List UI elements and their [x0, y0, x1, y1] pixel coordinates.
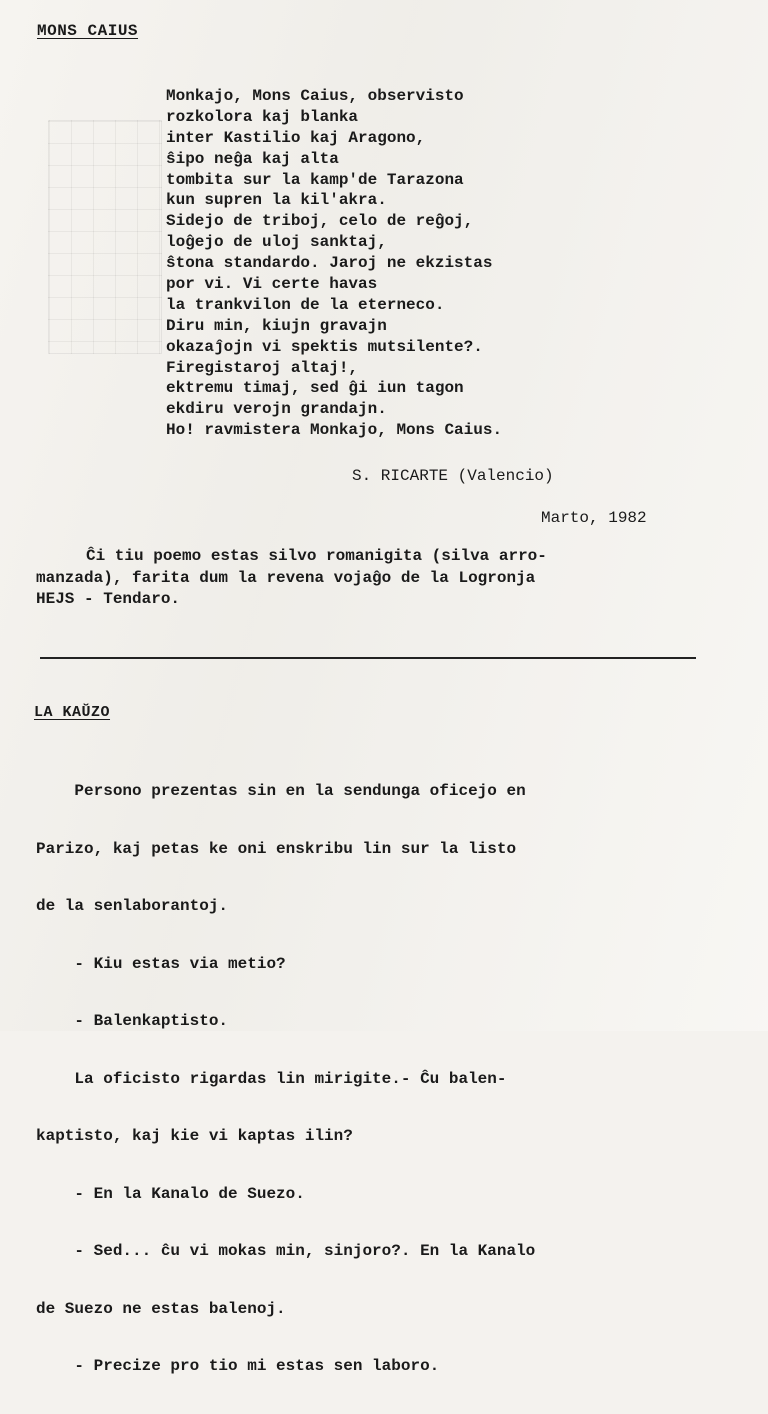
poem-line: inter Kastilio kaj Aragono,	[166, 128, 426, 147]
note-line: Ĉi tiu poemo estas silvo romanigita (silva arro-	[86, 547, 547, 565]
poem-line: tombita sur la kamp'de Tarazona	[166, 170, 464, 189]
joke-line: de Suezo ne estas balenoj.	[36, 1299, 286, 1318]
joke-line: - Precize pro tio mi estas sen laboro.	[36, 1357, 440, 1375]
poem-line: Ho! ravmistera Monkajo, Mons Caius.	[166, 421, 503, 440]
poem-line: rozkolora kaj blanka	[166, 107, 359, 126]
poem-line: Monkajo, Mons Caius, observisto	[166, 87, 464, 105]
poem-line: ŝtona standardo. Jaroj ne ekzistas	[166, 254, 493, 273]
section-title-la-kauzo: LA KAŬZO	[34, 704, 111, 721]
joke-line: kaptisto, kaj kie vi kaptas ilin?	[36, 1127, 353, 1145]
poem-line: kun supren la kil'akra.	[166, 191, 387, 210]
joke-line: - Sed... ĉu vi mokas min, sinjoro?. En la Kanalo	[36, 1242, 536, 1260]
joke-line: Persono prezentas sin en la sendunga oficejo en	[36, 782, 526, 800]
section-divider	[40, 657, 696, 659]
poem-line: la trankvilon de la eterneco.	[166, 295, 445, 314]
joke-text	[36, 745, 535, 1414]
joke-line: Parizo, kaj petas ke oni enskribu lin sur la listo	[36, 839, 517, 858]
show-through-grid	[48, 120, 162, 354]
poem-note	[36, 546, 547, 611]
poem-line: okazaĵojn vi spektis mutsilente?.	[166, 337, 483, 356]
joke-line: de la senlaborantoj.	[36, 897, 229, 915]
poem	[166, 86, 502, 441]
poem-date: Marto, 1982	[541, 509, 647, 527]
joke-line: - En la Kanalo de Suezo.	[36, 1184, 305, 1203]
poem-line: por vi. Vi certe havas	[166, 275, 378, 294]
poem-line: Firegistaroj altaj!,	[166, 358, 359, 377]
note-line: manzada), farita dum la revena vojaĝo de la Logronja	[36, 568, 536, 587]
poem-line: ektremu timaj, sed ĝi iun tagon	[166, 379, 464, 398]
joke-line: - Kiu estas via metio?	[36, 954, 286, 973]
poem-line: Diru min, kiujn gravajn	[166, 316, 387, 335]
poem-line: loĝejo de uloj sanktaj,	[166, 233, 387, 252]
poem-author: S. RICARTE (Valencio)	[352, 467, 554, 485]
joke-line: La oficisto rigardas lin mirigite.- Ĉu balen-	[36, 1069, 507, 1088]
joke-line: - Balenkaptisto.	[36, 1012, 229, 1030]
poem-line: Sidejo de triboj, celo de reĝoj,	[166, 212, 474, 231]
note-line: HEJS - Tendaro.	[36, 590, 181, 608]
poem-line: ŝipo neĝa kaj alta	[166, 149, 339, 168]
section-title-mons-caius: MONS CAIUS	[37, 22, 139, 40]
poem-line: ekdiru verojn grandajn.	[166, 400, 387, 419]
